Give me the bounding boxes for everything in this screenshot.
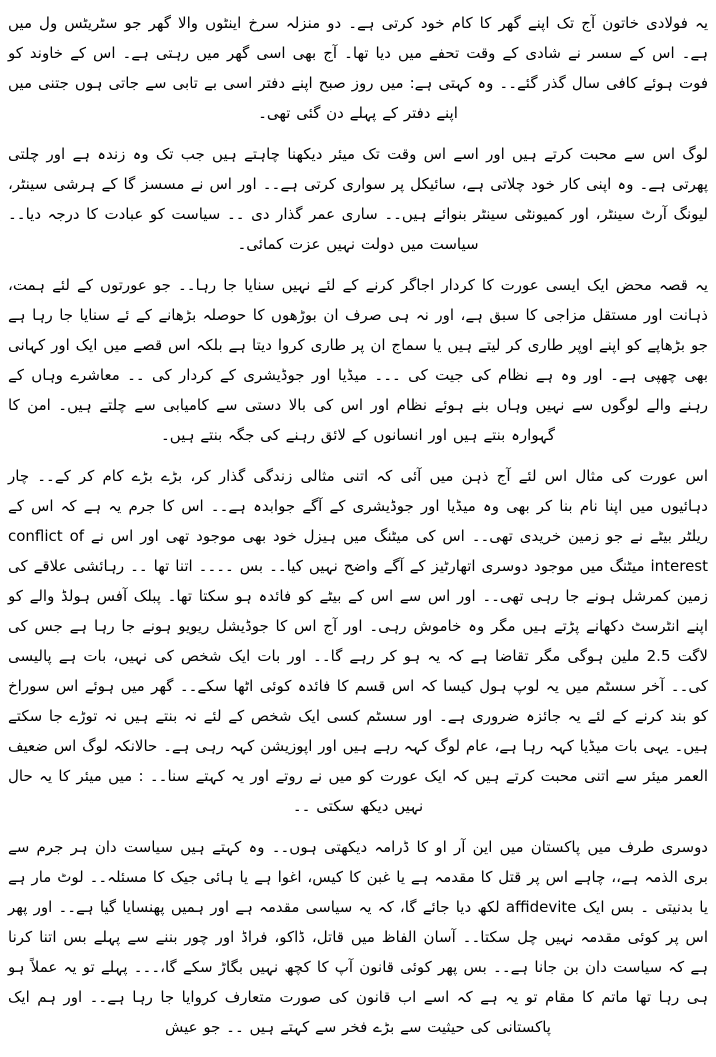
paragraph-mayor-love: لوگ اس سے محبت کرتے ہیں اور اسے اس وقت تک میئر دیکھنا چاہتے ہیں جب تک وہ زندہ ہے اور چلتی پھرتی ہے۔ وہ اپنی کار خود چلاتی ہے، سائیکل پر سواری کرتی ہے۔۔ اور اس نے مسسز گا کے ہرشی سینٹر، لیونگ آرٹ سینٹر، اور کمیونٹی سینٹر بنوائے ہیں۔۔ ساری عمر گذار دی ۔۔ سیاست کو عبادت کا درجہ دیا۔۔ سیاست میں دولت نہیں عزت کمائی۔: [8, 145, 708, 253]
paragraph-story-moral: یہ قصہ محض ایک ایسی عورت کا کردار اجاگر کرنے کے لئے نہیں سنایا جا رہا۔۔ جو عورتوں کے لئے ہمت، ذہانت اور مستقل مزاجی کا سبق ہے، اور نہ ہی صرف ان بوڑھوں کا حوصلہ بڑھانے کے ئے سنایا جا رہا ہے جو بڑھاپے کو اپنے اوپر طاری کر لیتے ہیں یا سماج ان پر طاری کروا دیتا ہے بلکہ اس قصے میں ایک اور کہانی بھی چھپی ہے۔ اور وہ ہے نظام کی جیت کی ۔۔۔ میڈیا اور جوڈیشری کے کردار کی ۔۔ معاشرے وہاں کے رہنے والے لوگوں سے نہیں وہاں بنے ہوئے نظام اور اس کی بالا دستی سے کامیابی سے چلتے ہیں۔ امن کا گہوارہ بنتے ہیں اور انسانوں کے لائق رہنے کی جگہ بنتے ہیں۔: [8, 276, 708, 444]
paragraph-conflict-of-interest: اس عورت کی مثال اس لئے آج ذہن میں آئی کہ اتنی مثالی زندگی گذار کر، بڑے بڑے کام کر کے۔۔ چار دہائیوں میں اپنا نام بنا کر بھی وہ میڈیا اور جوڈیشری کے آگے جوابدہ ہے۔۔ اس کا جرم یہ ہے کہ اس کے ریلٹر بیٹے نے جو زمین خریدی تھی۔۔ اس کی میٹنگ میں ہیزل خود بھی موجود تھی اور اس نے conflict of interest میٹنگ میں موجود دوسری اتھارٹیز کے آگے واضح نہیں کیا۔۔ بس ۔۔۔۔ اتنا تھا ۔۔ رہائشی علاقے کی زمین کمرشل ہونے جا رہی تھی۔۔ اور اس سے اس کے بیٹے کو فائدہ ہو سکتا تھا۔ پبلک آفس ہولڈ والے کو اپنے انٹرسٹ دکھانے پڑتے ہیں مگر وہ خاموش رہی۔ اور آج اس کا جوڈیشل ریویو ہونے جا رہا ہے جس کی لاگت 2.5 ملین ہوگی مگر تقاضا ہے کہ یہ ہو کر رہے گا۔۔ اور بات ایک شخص کی نہیں، بات ہے پالیسی کی۔۔ آخر سسٹم میں یہ لوپ ہول کیسا کہ اس قسم کا فائدہ کوئی اٹھا سکے۔۔ گھر میں ہوئے اس سوراخ کو بند کرنے کے لئے یہ جائزہ ضروری ہے۔ اور سسٹم کسی ایک شخص کے لئے نہ بنتے ہیں نہ توڑے جا سکتے ہیں۔ یہی بات میڈیا کہہ رہا ہے، عام لوگ کہہ رہے ہیں اور اپوزیشن کہہ رہی ہے۔ حالانکہ لوگ اس ضعیف العمر میئر سے اتنی محبت کرتے ہیں کہ ایک عورت کو میں نے روتے اور یہ کہتے سنا۔۔ : میں میئر کا یہ حال نہیں دیکھ سکتی ۔۔: [8, 467, 708, 815]
article-body: [8, 8, 708, 1042]
paragraph-pakistan-nro: دوسری طرف میں پاکستان میں این آر او کا ڈرامہ دیکھتی ہوں۔۔ وہ کہتے ہیں سیاست دان ہر جرم سے بری الذمہ ہے،، چاہے اس پر قتل کا مقدمہ ہے یا غبن کا کیس، اغوا ہے یا ہائی جیک کا مسئلہ۔۔ لوٹ مار ہے یا بدنیتی ۔ بس ایک affidevite لکھ دیا جائے گا، کہ یہ سیاسی مقدمہ ہے اور ہمیں پھنسایا گیا ہے۔۔ اور پھر اس پر کوئی مقدمہ نہیں چل سکتا۔۔ آسان الفاظ میں قاتل، ڈاکو، فراڈ اور چور بننے سے پہلے بس اتنا کرنا ہے کہ سیاست دان بن جانا ہے۔۔ بس پھر کوئی قانون آپ کا کچھ نہیں بگاڑ سکے گا،۔۔۔ پہلے تو یہ عملاً ہو ہی رہا تھا ماتم کا مقام تو یہ ہے کہ اسے اب قانون کی صورت متعارف کروایا جا رہا ہے۔۔ اور ہم ایک پاکستانی کی حیثیت سے بڑے فخر سے کہتے ہیں ۔۔ جو عیش: [8, 838, 708, 1036]
paragraph-intro-house: یہ فولادی خاتون آج تک اپنے گھر کا کام خود کرتی ہے۔ دو منزلہ سرخ اینٹوں والا گھر جو سٹریٹس ول میں ہے۔ اس کے سسر نے شادی کے وقت تحفے میں دیا تھا۔ آج بھی اسی گھر میں رہتی ہے۔ اس کے خاوند کو فوت ہوئے کافی سال گذر گئے۔۔ وہ کہتی ہے: میں روز صبح اپنے دفتر اسی بے تابی سے جاتی ہوں جتنی میں اپنے دفتر کے پہلے دن گئی تھی۔: [8, 14, 708, 122]
